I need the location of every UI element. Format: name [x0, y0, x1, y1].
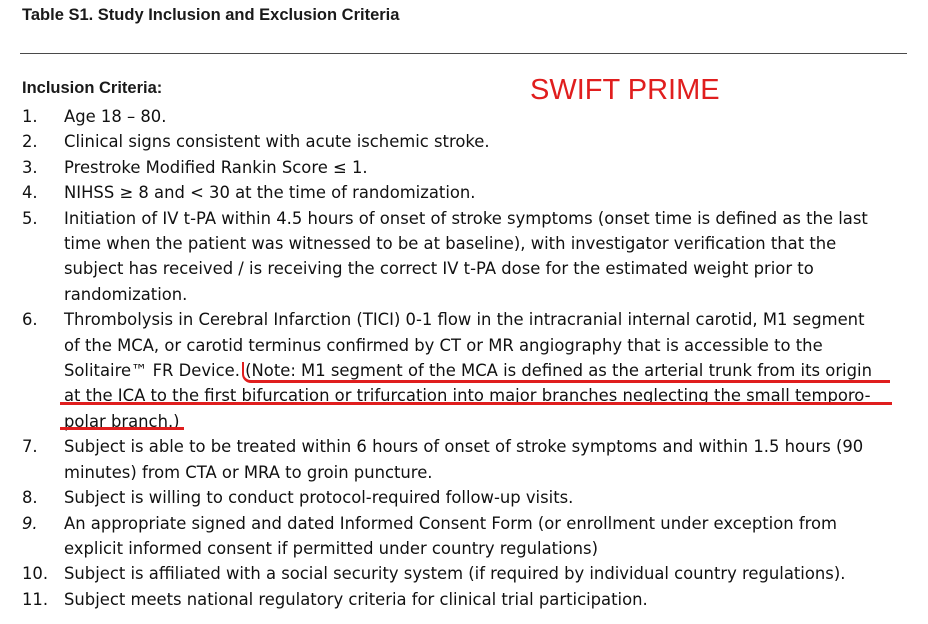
criterion-text-line: subject has received / is receiving the correct IV t-PA dose for the estimated weight prior to — [64, 259, 814, 279]
table-title: Table S1. Study Inclusion and Exclusion Criteria — [22, 6, 400, 24]
criterion-text-line: Solitaire™ FR Device. (Note: M1 segment of the MCA is defined as the arterial trunk from its origin — [64, 361, 872, 381]
criterion-item — [0, 129, 894, 154]
criterion-text-line: polar branch.) — [64, 411, 180, 431]
criterion-text-line: Age 18 – 80. — [64, 107, 167, 126]
criterion-number: 6. — [22, 310, 38, 330]
inclusion-criteria-list — [0, 104, 928, 612]
criterion-item — [0, 206, 894, 308]
criterion-text-line: of the MCA, or carotid terminus confirmed by CT or MR angiography that is accessible to the — [64, 335, 823, 355]
criterion-text-line: NIHSS ≥ 8 and < 30 at the time of randomization. — [64, 183, 476, 203]
section-heading-inclusion: Inclusion Criteria: — [22, 79, 163, 97]
criterion-number: 2. — [22, 132, 38, 152]
criterion-number: 3. — [22, 157, 38, 177]
criterion-number: 1. — [22, 107, 38, 126]
criterion-item — [0, 587, 894, 612]
criterion-text-line: time when the patient was witnessed to be at baseline), with investigator verification that the — [64, 234, 837, 254]
criterion-item — [0, 485, 894, 510]
criterion-text-line: explicit informed consent if permitted under country regulations) — [64, 538, 598, 558]
criterion-item — [0, 180, 894, 205]
criterion-text-line: at the ICA to the first bifurcation or trifurcation into major branches neglecting the small temporo- — [64, 386, 871, 406]
criterion-number: 8. — [22, 488, 38, 508]
criterion-item — [0, 155, 894, 180]
criterion-text-line: Subject is affiliated with a social security system (if required by individual country regulations). — [64, 564, 846, 584]
criterion-text-line: Prestroke Modified Rankin Score ≤ 1. — [64, 157, 368, 177]
note-underline-2 — [60, 402, 892, 405]
title-divider — [20, 53, 907, 54]
criterion-number: 11. — [22, 589, 49, 609]
criterion-item — [0, 511, 894, 562]
criterion-item — [0, 434, 894, 485]
criterion-text-line: Subject is willing to conduct protocol-required follow-up visits. — [64, 488, 574, 508]
criterion-text-line: Clinical signs consistent with acute ischemic stroke. — [64, 132, 490, 152]
criterion-number: 7. — [22, 437, 38, 457]
criterion-text-line: An appropriate signed and dated Informed Consent Form (or enrollment under exception from — [64, 513, 837, 533]
criterion-number: 10. — [22, 564, 49, 584]
criterion-number: 9. — [22, 513, 38, 533]
criterion-text-line: randomization. — [64, 284, 188, 304]
criterion-number: 5. — [22, 208, 38, 228]
criterion-text-line: Thrombolysis in Cerebral Infarction (TICI) 0-1 flow in the intracranial internal carotid, M1 segment — [64, 310, 865, 330]
criterion-text-line: Subject is able to be treated within 6 hours of onset of stroke symptoms and within 1.5 hours (90 — [64, 437, 864, 457]
criterion-text-line: minutes) from CTA or MRA to groin puncture. — [64, 462, 433, 482]
criterion-number: 4. — [22, 183, 38, 203]
swift-prime-annotation: SWIFT PRIME — [530, 74, 720, 106]
criterion-text-line: Initiation of IV t-PA within 4.5 hours of onset of stroke symptoms (onset time is defined as the last — [64, 208, 868, 228]
note-underline-3 — [60, 427, 184, 430]
criterion-item — [0, 104, 894, 129]
criterion-item — [0, 561, 894, 586]
criterion-text-line: Subject meets national regulatory criteria for clinical trial participation. — [64, 589, 648, 609]
note-underline-1 — [242, 362, 890, 383]
